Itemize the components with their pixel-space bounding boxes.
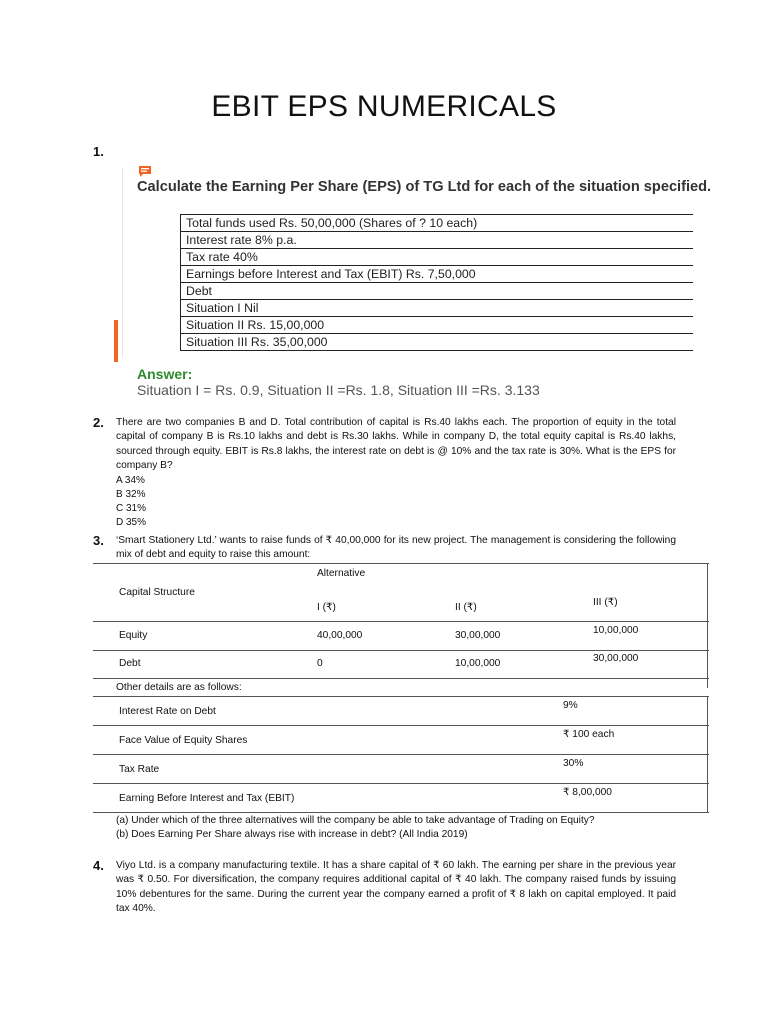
table-row bbox=[181, 249, 694, 266]
question-1-heading: Calculate the Earning Per Share (EPS) of TG Ltd for each of the situation specified. bbox=[137, 179, 712, 195]
question-2-text: There are two companies B and D. Total contribution of capital is Rs.40 lakhs each. The proportion of equity in the total capital of company B is Rs.10 lakhs and debt is Rs.30 lakhs. While in company D, the total equity capital is Rs.40 lakhs, sourced through equity. EBIT is Rs.8 lakhs, the interest rate on debt is @ 10% and the tax rate is 30%. What is the EPS for company B? bbox=[116, 417, 676, 472]
alternative-label: Alternative bbox=[317, 568, 366, 579]
question-4-number: 4. bbox=[93, 858, 104, 873]
option-a: A 34% bbox=[116, 475, 145, 486]
table-cell: Interest rate 8% p.a. bbox=[181, 232, 694, 249]
table-row bbox=[181, 232, 694, 249]
column-header: II (₹) bbox=[455, 602, 477, 613]
detail-value: ₹ 100 each bbox=[563, 729, 615, 740]
table-row bbox=[181, 317, 694, 334]
question-1-image bbox=[122, 158, 712, 408]
table-cell: Situation I Nil bbox=[181, 300, 694, 317]
table-row bbox=[181, 283, 694, 300]
table-cell: Total funds used Rs. 50,00,000 (Shares of ? 10 each) bbox=[181, 215, 694, 232]
question-4-text: Viyo Ltd. is a company manufacturing textile. It has a share capital of ₹ 60 lakh. The earning per share in the previous year was ₹ 0.50. For diversification, the company requires additional capital of ₹ 40 lakh. The company raised funds by issuing 10% debentures for the same. During the current year the company earned a profit of ₹ 8 lakh on capital employed. It paid tax 40%. bbox=[116, 860, 676, 915]
option-b: B 32% bbox=[116, 489, 146, 500]
detail-value: 30% bbox=[563, 758, 584, 769]
table-cell: 10,00,000 bbox=[593, 625, 639, 636]
question-3-intro: ‘Smart Stationery Ltd.’ wants to raise funds of ₹ 40,00,000 for its new project. The management is considering the following mix of debt and equity to raise this amount: bbox=[116, 535, 676, 561]
row-label-debt: Debt bbox=[119, 658, 141, 669]
question-2-options bbox=[116, 474, 146, 530]
answer-label: Answer: bbox=[137, 366, 193, 382]
detail-label: Earning Before Interest and Tax (EBIT) bbox=[119, 793, 295, 804]
table-cell: 40,00,000 bbox=[317, 630, 363, 641]
table-row bbox=[181, 300, 694, 317]
detail-label: Interest Rate on Debt bbox=[119, 706, 216, 717]
question-1-table bbox=[180, 214, 693, 351]
detail-value: 9% bbox=[563, 700, 578, 711]
column-header: I (₹) bbox=[317, 602, 336, 613]
question-2-number: 2. bbox=[93, 415, 104, 430]
question-1-number: 1. bbox=[93, 144, 104, 159]
other-details-label: Other details are as follows: bbox=[116, 682, 242, 693]
detail-label: Tax Rate bbox=[119, 764, 160, 775]
table-row bbox=[181, 334, 694, 351]
table-cell: 0 bbox=[317, 658, 323, 669]
table-cell: Earnings before Interest and Tax (EBIT) Rs. 7,50,000 bbox=[181, 266, 694, 283]
table-cell: 30,00,000 bbox=[455, 630, 501, 641]
capital-structure-label: Capital Structure bbox=[119, 587, 195, 598]
row-label-equity: Equity bbox=[119, 630, 148, 641]
question-3-number: 3. bbox=[93, 533, 104, 548]
table-cell: 10,00,000 bbox=[455, 658, 501, 669]
answer-text: Situation I = Rs. 0.9, Situation II =Rs. 1.8, Situation III =Rs. 3.133 bbox=[137, 382, 540, 398]
table-cell: Situation II Rs. 15,00,000 bbox=[181, 317, 694, 334]
divider bbox=[122, 168, 123, 358]
table-row bbox=[181, 215, 694, 232]
question-3-sub-a: (a) Under which of the three alternatives will the company be able to take advantage of Trading on Equity? bbox=[116, 815, 595, 826]
page-title: EBIT EPS NUMERICALS bbox=[211, 90, 557, 123]
column-header: III (₹) bbox=[593, 597, 618, 608]
table-cell: Tax rate 40% bbox=[181, 249, 694, 266]
table-cell: Debt bbox=[181, 283, 694, 300]
accent-bar bbox=[114, 320, 118, 362]
chat-icon bbox=[138, 165, 152, 178]
table-cell: 30,00,000 bbox=[593, 653, 639, 664]
option-c: C 31% bbox=[116, 503, 147, 514]
table-cell: Situation III Rs. 35,00,000 bbox=[181, 334, 694, 351]
option-d: D 35% bbox=[116, 517, 147, 528]
detail-value: ₹ 8,00,000 bbox=[563, 787, 612, 798]
detail-label: Face Value of Equity Shares bbox=[119, 735, 248, 746]
question-3-sub-b: (b) Does Earning Per Share always rise with increase in debt? (All India 2019) bbox=[116, 829, 468, 840]
table-row bbox=[181, 266, 694, 283]
